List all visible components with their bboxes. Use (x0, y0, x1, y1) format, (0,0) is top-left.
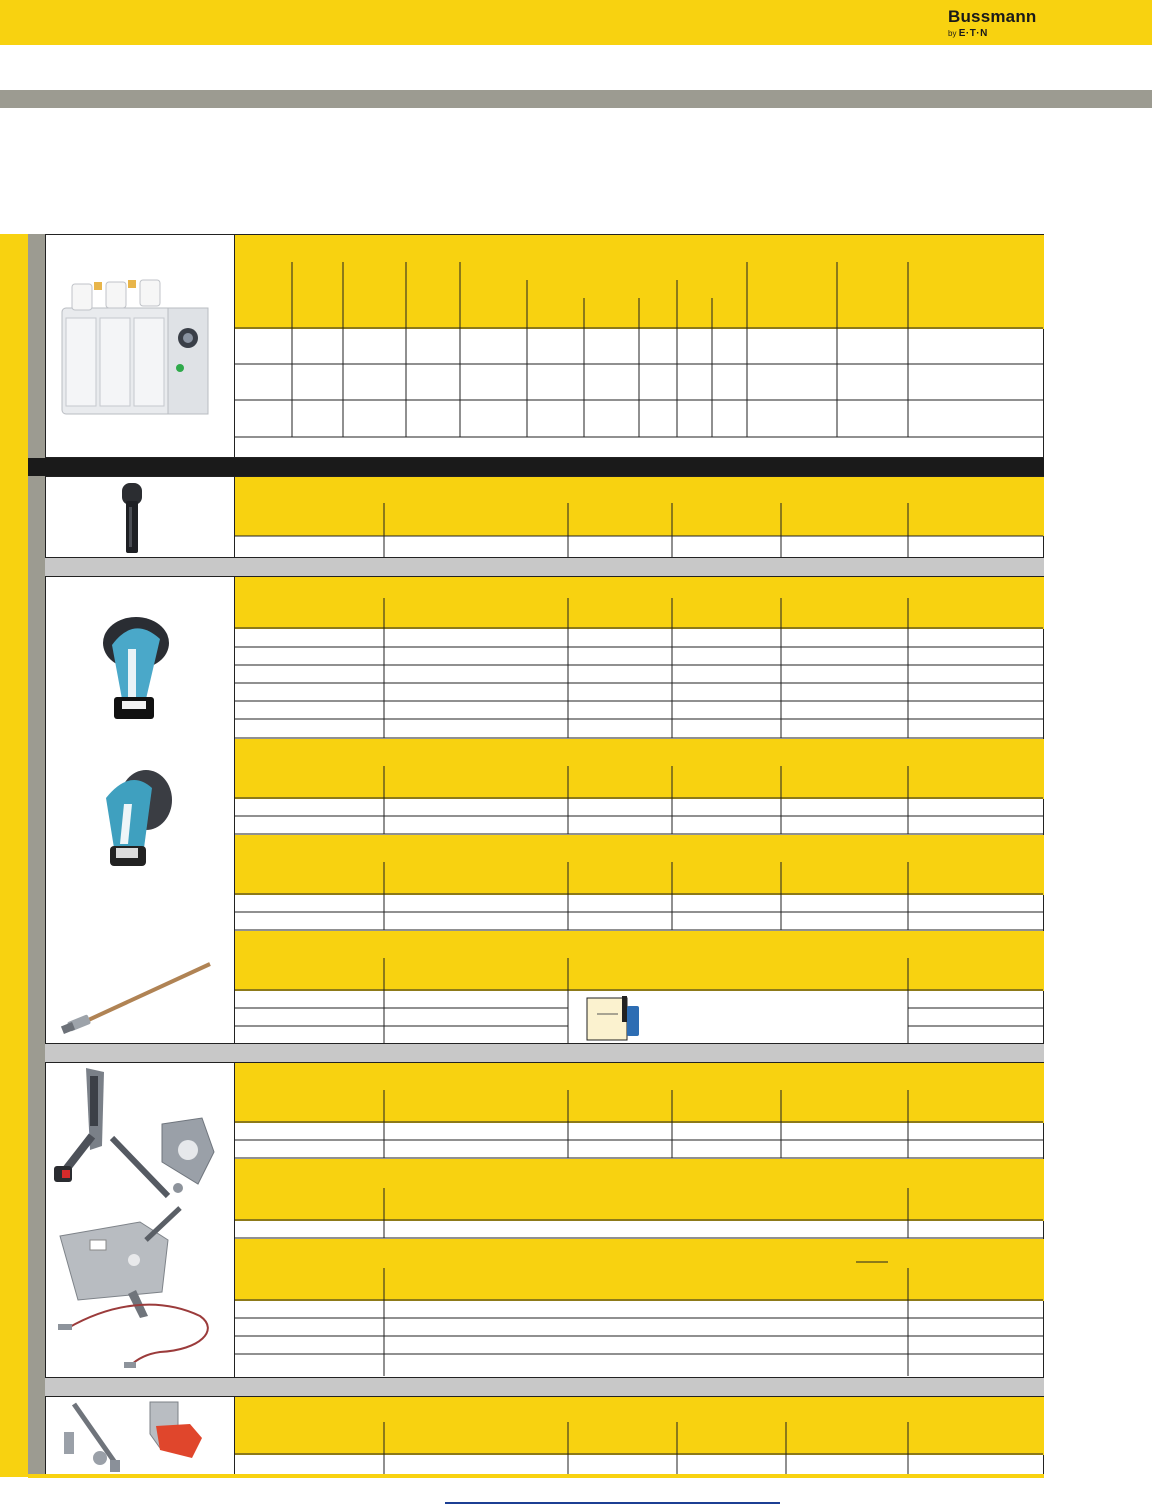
accessory-kit-icon (60, 1398, 220, 1474)
bottom-accent (28, 1474, 1044, 1478)
brand-sub-logo: by E·T·N (948, 28, 988, 39)
brand-logo: Bussmann (948, 7, 1037, 26)
footer-link-underline[interactable] (445, 1502, 780, 1504)
